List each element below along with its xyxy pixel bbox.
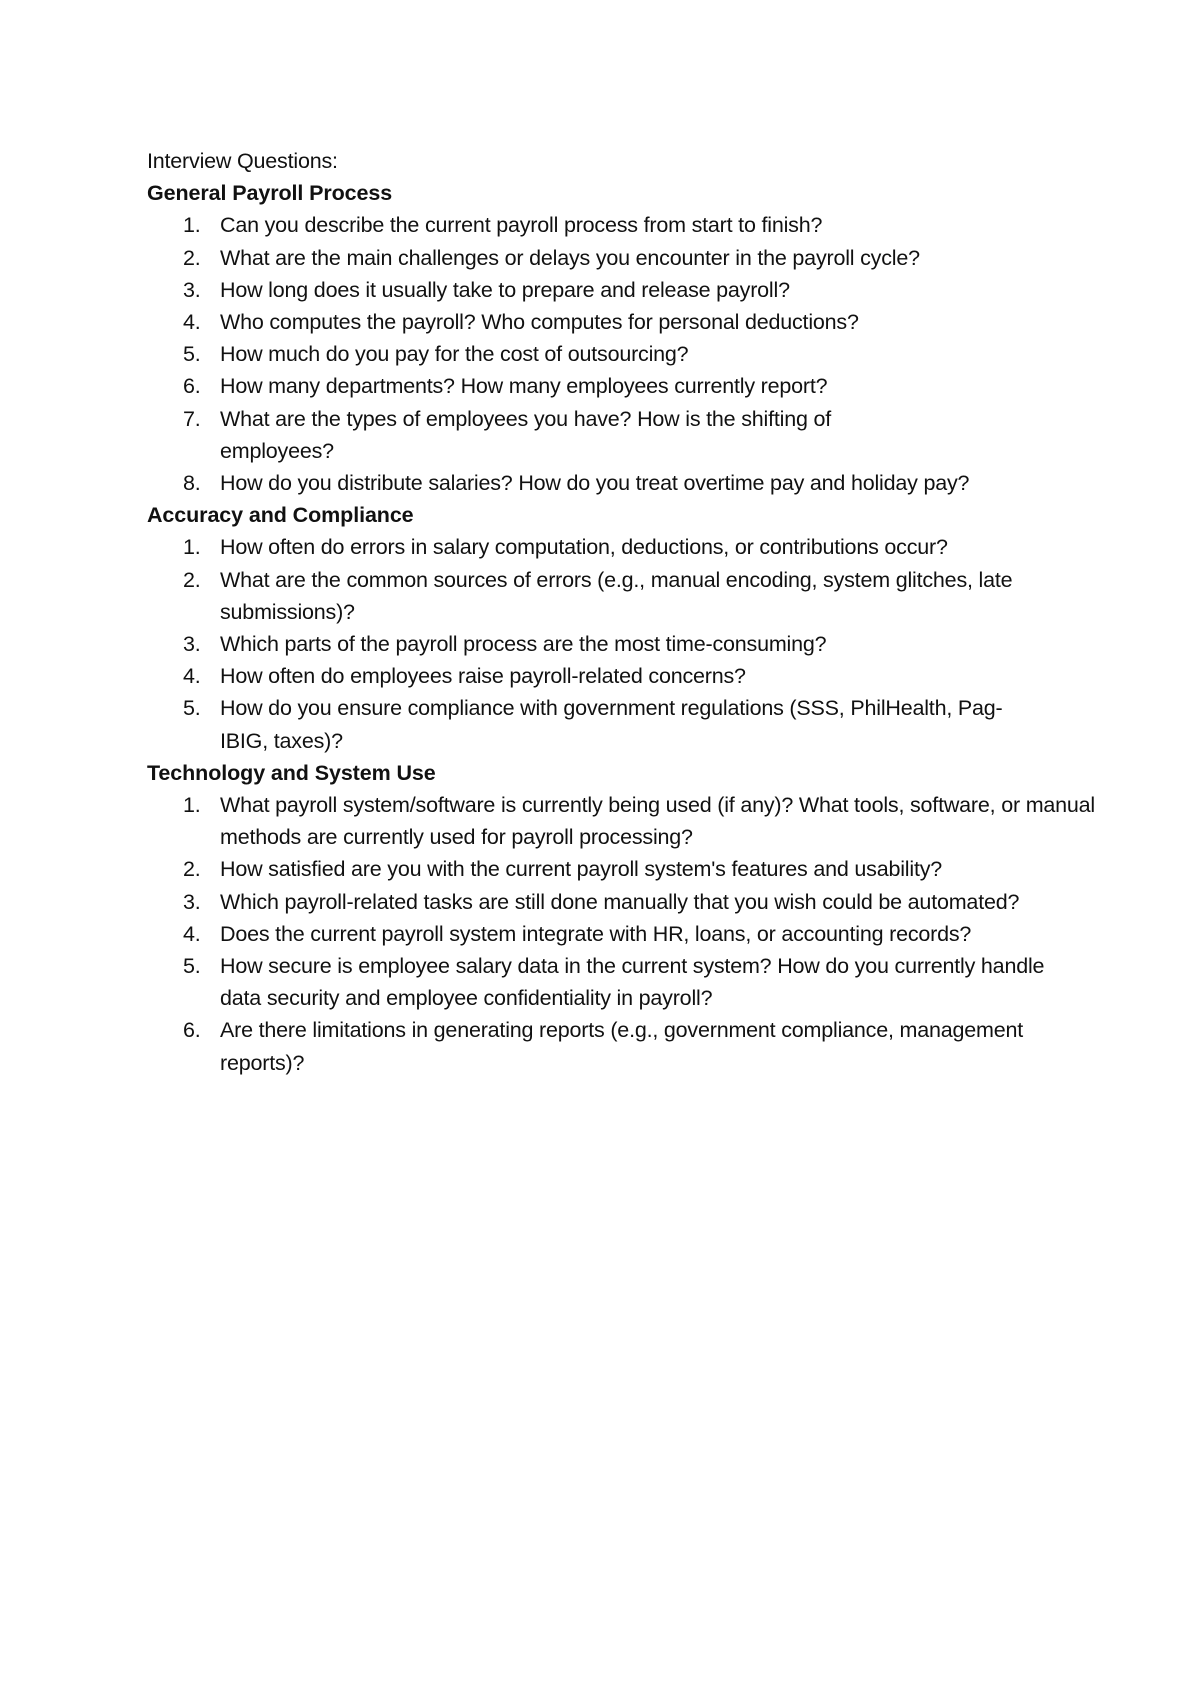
question-item: 4. Does the current payroll system integrate with HR, loans, or accounting records?: [183, 921, 972, 946]
section-general-payroll: [147, 177, 1077, 499]
section-heading: Technology and System Use: [147, 760, 436, 785]
document-title: Interview Questions:: [147, 149, 338, 173]
question-item: 5. How much do you pay for the cost of outsourcing?: [183, 342, 689, 367]
question-list: [147, 209, 1077, 499]
question-item: 2. How satisfied are you with the current payroll system's features and usability?: [183, 857, 943, 882]
question-item: 5. How do you ensure compliance with government regulations (SSS, PhilHealth, Pag-IBIG, taxes)?: [183, 696, 1003, 753]
question-item: 8. How do you distribute salaries? How do you treat overtime pay and holiday pay?: [183, 471, 970, 496]
question-item: 5. How secure is employee salary data in the current system? How do you currently handle data security and employee confidentiality in payroll?: [183, 954, 1045, 1011]
section-accuracy-compliance: [147, 499, 1077, 757]
question-item: 6. How many departments? How many employees currently report?: [183, 374, 828, 399]
question-item: 1. What payroll system/software is currently being used (if any)? What tools, software, or manual methods are currently used for payroll processing?: [183, 793, 1096, 850]
question-item: 4. Who computes the payroll? Who computes for personal deductions?: [183, 310, 859, 335]
question-item: 3. Which payroll-related tasks are still done manually that you wish could be automated?: [183, 889, 1020, 914]
question-item: 4. How often do employees raise payroll-related concerns?: [183, 664, 746, 689]
question-item: 1. Can you describe the current payroll process from start to finish?: [183, 213, 823, 238]
question-item: 3. How long does it usually take to prepare and release payroll?: [183, 277, 790, 302]
question-list: [147, 789, 1096, 1079]
document-page: [147, 145, 1096, 1079]
question-list: [147, 531, 1077, 756]
question-item: 2. What are the main challenges or delays you encounter in the payroll cycle?: [183, 245, 920, 270]
question-item: 3. Which parts of the payroll process are the most time-consuming?: [183, 632, 827, 657]
question-item: 6. Are there limitations in generating reports (e.g., government compliance, management reports)?: [183, 1018, 1024, 1075]
question-item: 2. What are the common sources of errors (e.g., manual encoding, system glitches, late submissions)?: [183, 567, 1013, 624]
section-heading: Accuracy and Compliance: [147, 503, 414, 528]
question-item: 7. What are the types of employees you have? How is the shifting of employees?: [183, 406, 832, 463]
section-heading: General Payroll Process: [147, 181, 393, 206]
section-technology-system: [147, 757, 1096, 1079]
question-item: 1. How often do errors in salary computation, deductions, or contributions occur?: [183, 535, 948, 560]
